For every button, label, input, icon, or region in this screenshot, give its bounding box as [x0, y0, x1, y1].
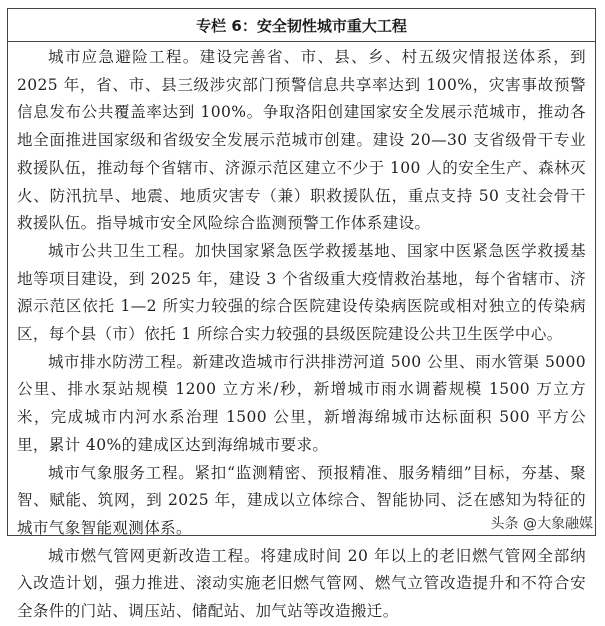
watermark: 头条 @大象融媒 [490, 516, 593, 532]
paragraph-public-health: 城市公共卫生工程。加快国家紧急医学救援基地、国家中医紧急医学救援基地等项目建设，到 2025 年，建设 3 个省级重大疫情救治基地，每个省辖市、济源示范区依托 1—2 所实力较强的综合医院建设传染病医院或相对独立的传染病区，每个县（市）依托 1 所综合实力较强的县级医院建设公共卫生医学中心。 [17, 241, 586, 344]
paragraph-drainage-flood: 城市排水防涝工程。新建改造城市行洪排涝河道 500 公里、雨水管渠 5000 公里、排水泵站规模 1200 立方米/秒，新增城市雨水调蓄规模 1500 万立方米，完成城市内河水系治理 1500 公里，新增海绵城市达标面积 500 平方公里，累计 40%的建成区达到海绵城市要求。 [17, 352, 586, 454]
paragraph-meteorological: 城市气象服务工程。紧扣“监测精密、预报精准、服务精细”目标，夯基、聚智、赋能、筑网，到 2025 年，建成以立体综合、智能协同、泛在感知为特征的城市气象智能观测体系。 [17, 463, 586, 537]
box-content [8, 42, 595, 626]
paragraph-gas-pipeline: 城市燃气管网更新改造工程。将建成时间 20 年以上的老旧燃气管网全部纳入改造计划，强力推进、滚动实施老旧燃气管网、燃气立管改造提升和不符合安全条件的门站、调压站、储配站、加气站等改造搬迁。 [17, 546, 586, 621]
box-title: 专栏 6：安全韧性城市重大工程 [8, 9, 595, 42]
paragraph-emergency-shelter: 城市应急避险工程。建设完善省、市、县、乡、村五级灾情报送体系，到 2025 年，省、市、县三级涉灾部门预警信息共享率达到 100%，灾害事故预警信息发布公共覆盖率达到 100%。争取洛阳创建国家安全发展示范城市，推动各地全面推进国家级和省级安全发展示范城市创建。建设 20—30 支省级骨干专业救援队伍，推动每个省辖市、济源示范区建立不少于 100 人的安全生产、森林灭火、防汛抗旱、地震、地质灾害专（兼）职救援队伍，重点支持 50 支社会骨干救援队伍。指导城市安全风险综合监测预警工作体系建设。 [17, 48, 586, 233]
feature-box [7, 8, 596, 621]
